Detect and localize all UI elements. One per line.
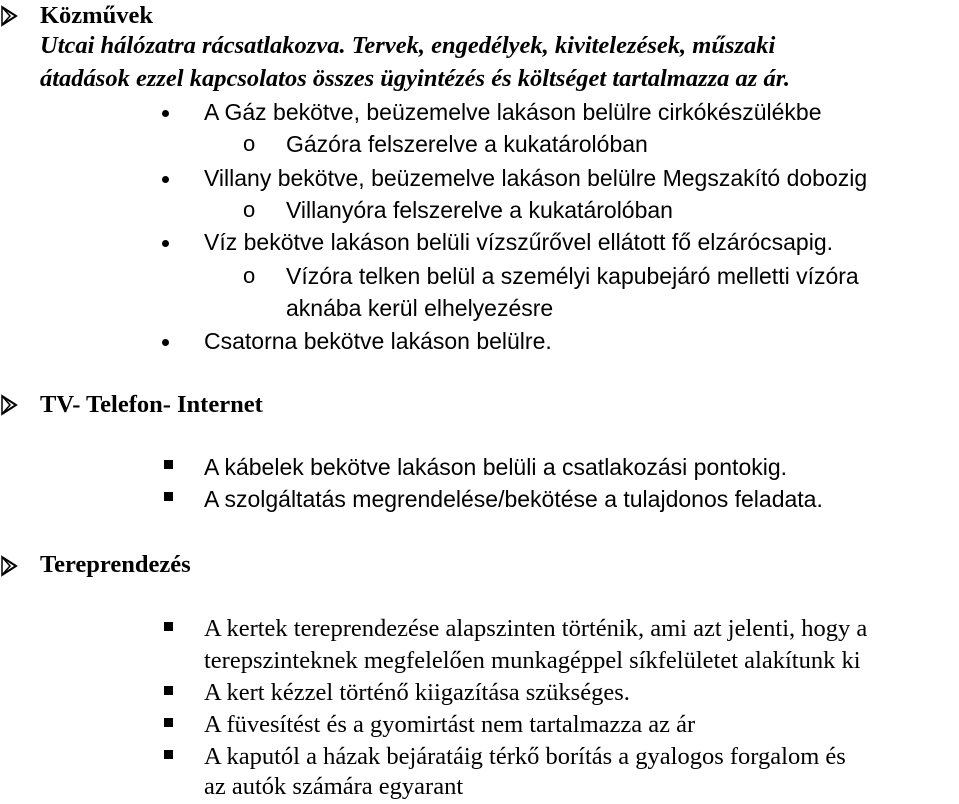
arrow-bullet-icon (0, 5, 20, 27)
square-bullet-icon (164, 622, 173, 631)
square-bullet-icon (164, 686, 173, 695)
list-item-kiigazitas: A kert kézzel történő kiigazítása szükséges. (204, 679, 630, 706)
list-item-kertek-line2: terepszinteknek megfelelően munkagéppel síkfelületet alakítunk ki (204, 647, 861, 674)
list-item-viz: Víz bekötve lakáson belüli vízszűrővel ellátott fő elzárócsapig. (204, 229, 833, 255)
section-heading-tv: TV- Telefon- Internet (40, 391, 263, 418)
circle-bullet-icon: o (243, 131, 256, 156)
section-heading-tereprendezes: Tereprendezés (40, 551, 191, 578)
circle-bullet-icon: o (243, 263, 256, 288)
dot-bullet-icon (162, 110, 169, 117)
arrow-bullet-icon (0, 394, 20, 416)
sub-item-vizora-line2: aknába kerül elhelyezésre (286, 295, 554, 321)
intro-text-line2: átadások ezzel kapcsolatos összes ügyintézés és költséget tartalmazza az ár. (40, 65, 791, 92)
square-bullet-icon (164, 718, 173, 727)
list-item-szolgaltatas: A szolgáltatás megrendelése/bekötése a tulajdonos feladata. (204, 486, 823, 512)
list-item-csatorna: Csatorna bekötve lakáson belülre. (204, 328, 552, 354)
section-heading-kozmuvek: Közművek (40, 2, 153, 29)
list-item-kabelek: A kábelek bekötve lakáson belüli a csatlakozási pontokig. (204, 454, 788, 480)
list-item-terko-line2: az autók számára egyarant (204, 773, 464, 800)
list-item-kertek-line1: A kertek tereprendezése alapszinten történik, ami azt jelenti, hogy a (204, 615, 868, 642)
sub-item-gazora: Gázóra felszerelve a kukatárolóban (286, 131, 648, 157)
square-bullet-icon (164, 750, 173, 759)
square-bullet-icon (164, 460, 173, 469)
dot-bullet-icon (162, 339, 169, 346)
circle-bullet-icon: o (243, 197, 256, 222)
list-item-fuvesites: A füvesítést és a gyomirtást nem tartalmazza az ár (204, 711, 696, 738)
list-item-villany: Villany bekötve, beüzemelve lakáson belülre Megszakító dobozig (204, 165, 868, 191)
arrow-bullet-icon (0, 555, 20, 577)
dot-bullet-icon (162, 240, 169, 247)
dot-bullet-icon (162, 176, 169, 183)
intro-text-line1: Utcai hálózatra rácsatlakozva. Tervek, engedélyek, kivitelezések, műszaki (40, 32, 776, 59)
square-bullet-icon (164, 492, 173, 501)
list-item-gaz: A Gáz bekötve, beüzemelve lakáson belülre cirkókészülékbe (204, 99, 822, 125)
sub-item-villanyora: Villanyóra felszerelve a kukatárolóban (286, 197, 673, 223)
sub-item-vizora-line1: Vízóra telken belül a személyi kapubejáró melletti vízóra (286, 263, 859, 289)
list-item-terko-line1: A kaputól a házak bejáratáig térkő borítás a gyalogos forgalom és (204, 743, 846, 770)
